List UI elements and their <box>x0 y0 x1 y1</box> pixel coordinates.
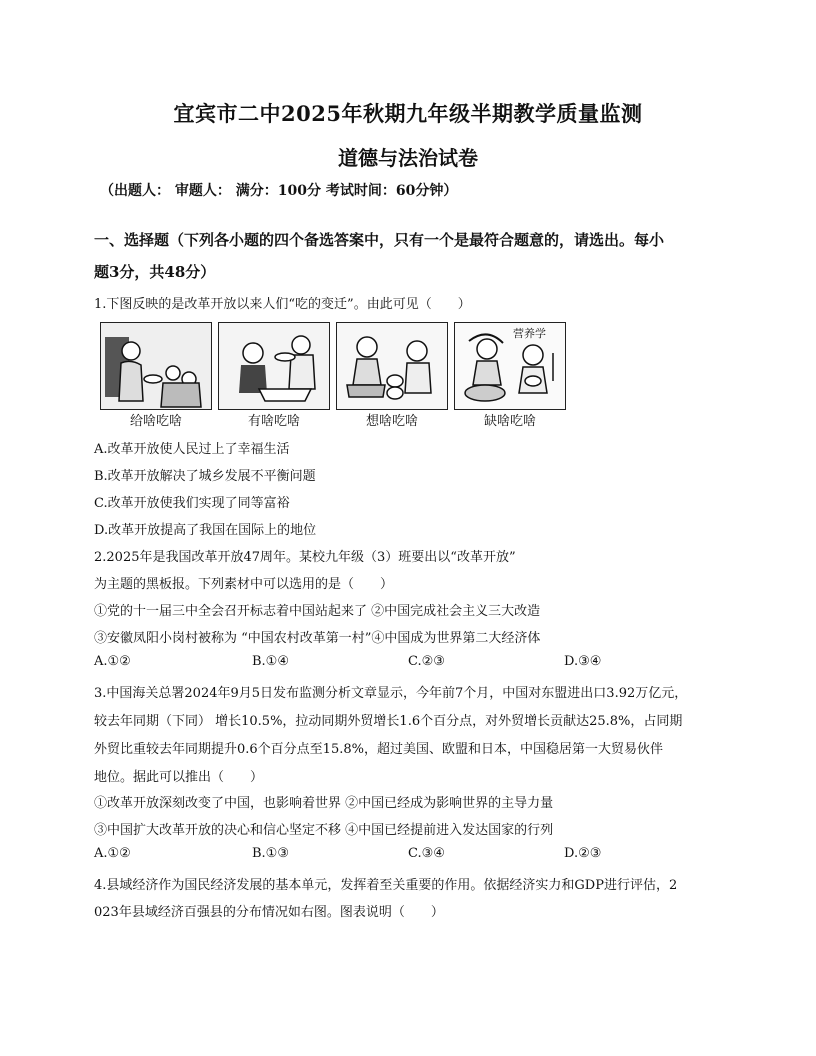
q1-option-b: B.改革开放解决了城乡发展不平衡问题 <box>94 469 316 484</box>
q2-option-a: A.①② <box>94 654 131 669</box>
comic-panel-3 <box>336 322 448 410</box>
q3-item-line1: ①改革开放深刻改变了中国，也影响着世界 ②中国已经成为影响世界的主导力量 <box>94 796 554 811</box>
q3-stem-line1: 3.中国海关总署2024年9月5日发布监测分析文章显示，今年前7个月，中国对东盟进出口3.92万亿元， <box>94 686 688 701</box>
q1-stem: 1.下图反映的是改革开放以来人们“吃的变迁”。由此可见（ ） <box>94 297 471 312</box>
q2-item-line2: ③安徽凤阳小岗村被称为 “中国农村改革第一村”④中国成为世界第二大经济体 <box>94 631 541 646</box>
q3-option-a: A.①② <box>94 846 131 861</box>
comic-figure-2 <box>219 323 329 409</box>
q1-option-a: A.改革开放使人民过上了幸福生活 <box>94 442 290 457</box>
comic-caption-1: 给啥吃啥 <box>129 414 182 429</box>
q1-comic-strip <box>100 322 566 432</box>
q3-stem-line2: 较去年同期（下同） 增长10.5%，拉动同期外贸增长1.6个百分点，对外贸增长贡献达25.8%，占同期 <box>94 714 683 729</box>
section-heading-line2: 题3分，共48分） <box>94 263 216 281</box>
q2-option-d: D.③④ <box>564 654 602 669</box>
comic-board-text: 营养学 <box>513 327 546 340</box>
comic-caption-2: 有啥吃啥 <box>247 414 300 429</box>
comic-caption-4: 缺啥吃啥 <box>483 414 536 429</box>
comic-figure-4 <box>455 323 565 409</box>
q2-stem-line2: 为主题的黑板报。下列素材中可以选用的是（ ） <box>94 577 394 592</box>
q2-option-c: C.②③ <box>408 654 445 669</box>
q2-option-b: B.①④ <box>252 654 289 669</box>
q4-stem-line2: 023年县域经济百强县的分布情况如右图。图表说明（ ） <box>94 905 444 920</box>
comic-panel-1 <box>100 322 212 410</box>
q3-option-b: B.①③ <box>252 846 289 861</box>
q3-item-line2: ③中国扩大改革开放的决心和信心坚定不移 ④中国已经提前进入发达国家的行列 <box>94 823 554 838</box>
q2-item-line1: ①党的十一届三中全会召开标志着中国站起来了 ②中国完成社会主义三大改造 <box>94 604 541 619</box>
section-heading <box>94 224 734 288</box>
comic-panel-4 <box>454 322 566 410</box>
comic-panel-2 <box>218 322 330 410</box>
q3-stem-line3: 外贸比重较去年同期提升0.6个百分点至15.8%，超过美国、欧盟和日本，中国稳居第一大贸易伙伴 <box>94 742 663 757</box>
q3-stem-line4: 地位。据此可以推出（ ） <box>94 770 264 785</box>
q1-option-c: C.改革开放使我们实现了同等富裕 <box>94 496 290 511</box>
comic-caption-3: 想啥吃啥 <box>365 414 418 429</box>
exam-title: 宜宾市二中2025年秋期九年级半期教学质量监测 <box>173 101 643 126</box>
q2-stem-line1: 2.2025年是我国改革开放47周年。某校九年级（3）班要出以“改革开放” <box>94 550 516 565</box>
q1-option-d: D.改革开放提高了我国在国际上的地位 <box>94 523 317 538</box>
q2-options <box>94 654 734 672</box>
exam-subtitle: 道德与法治试卷 <box>338 146 478 170</box>
comic-figure-1 <box>101 323 211 409</box>
q3-options <box>94 846 734 864</box>
comic-figure-3 <box>337 323 447 409</box>
q3-option-c: C.③④ <box>408 846 445 861</box>
section-heading-line1: 一、选择题（下列各小题的四个备选答案中，只有一个是最符合题意的，请选出。每小 <box>94 231 665 249</box>
q4-stem-line1: 4.县域经济作为国民经济发展的基本单元，发挥着至关重要的作用。依据经济实力和GDP进行评估，2 <box>94 878 678 893</box>
q3-option-d: D.②③ <box>564 846 602 861</box>
exam-meta: （出题人： 审题人： 满分：100分 考试时间：60分钟） <box>100 183 458 199</box>
